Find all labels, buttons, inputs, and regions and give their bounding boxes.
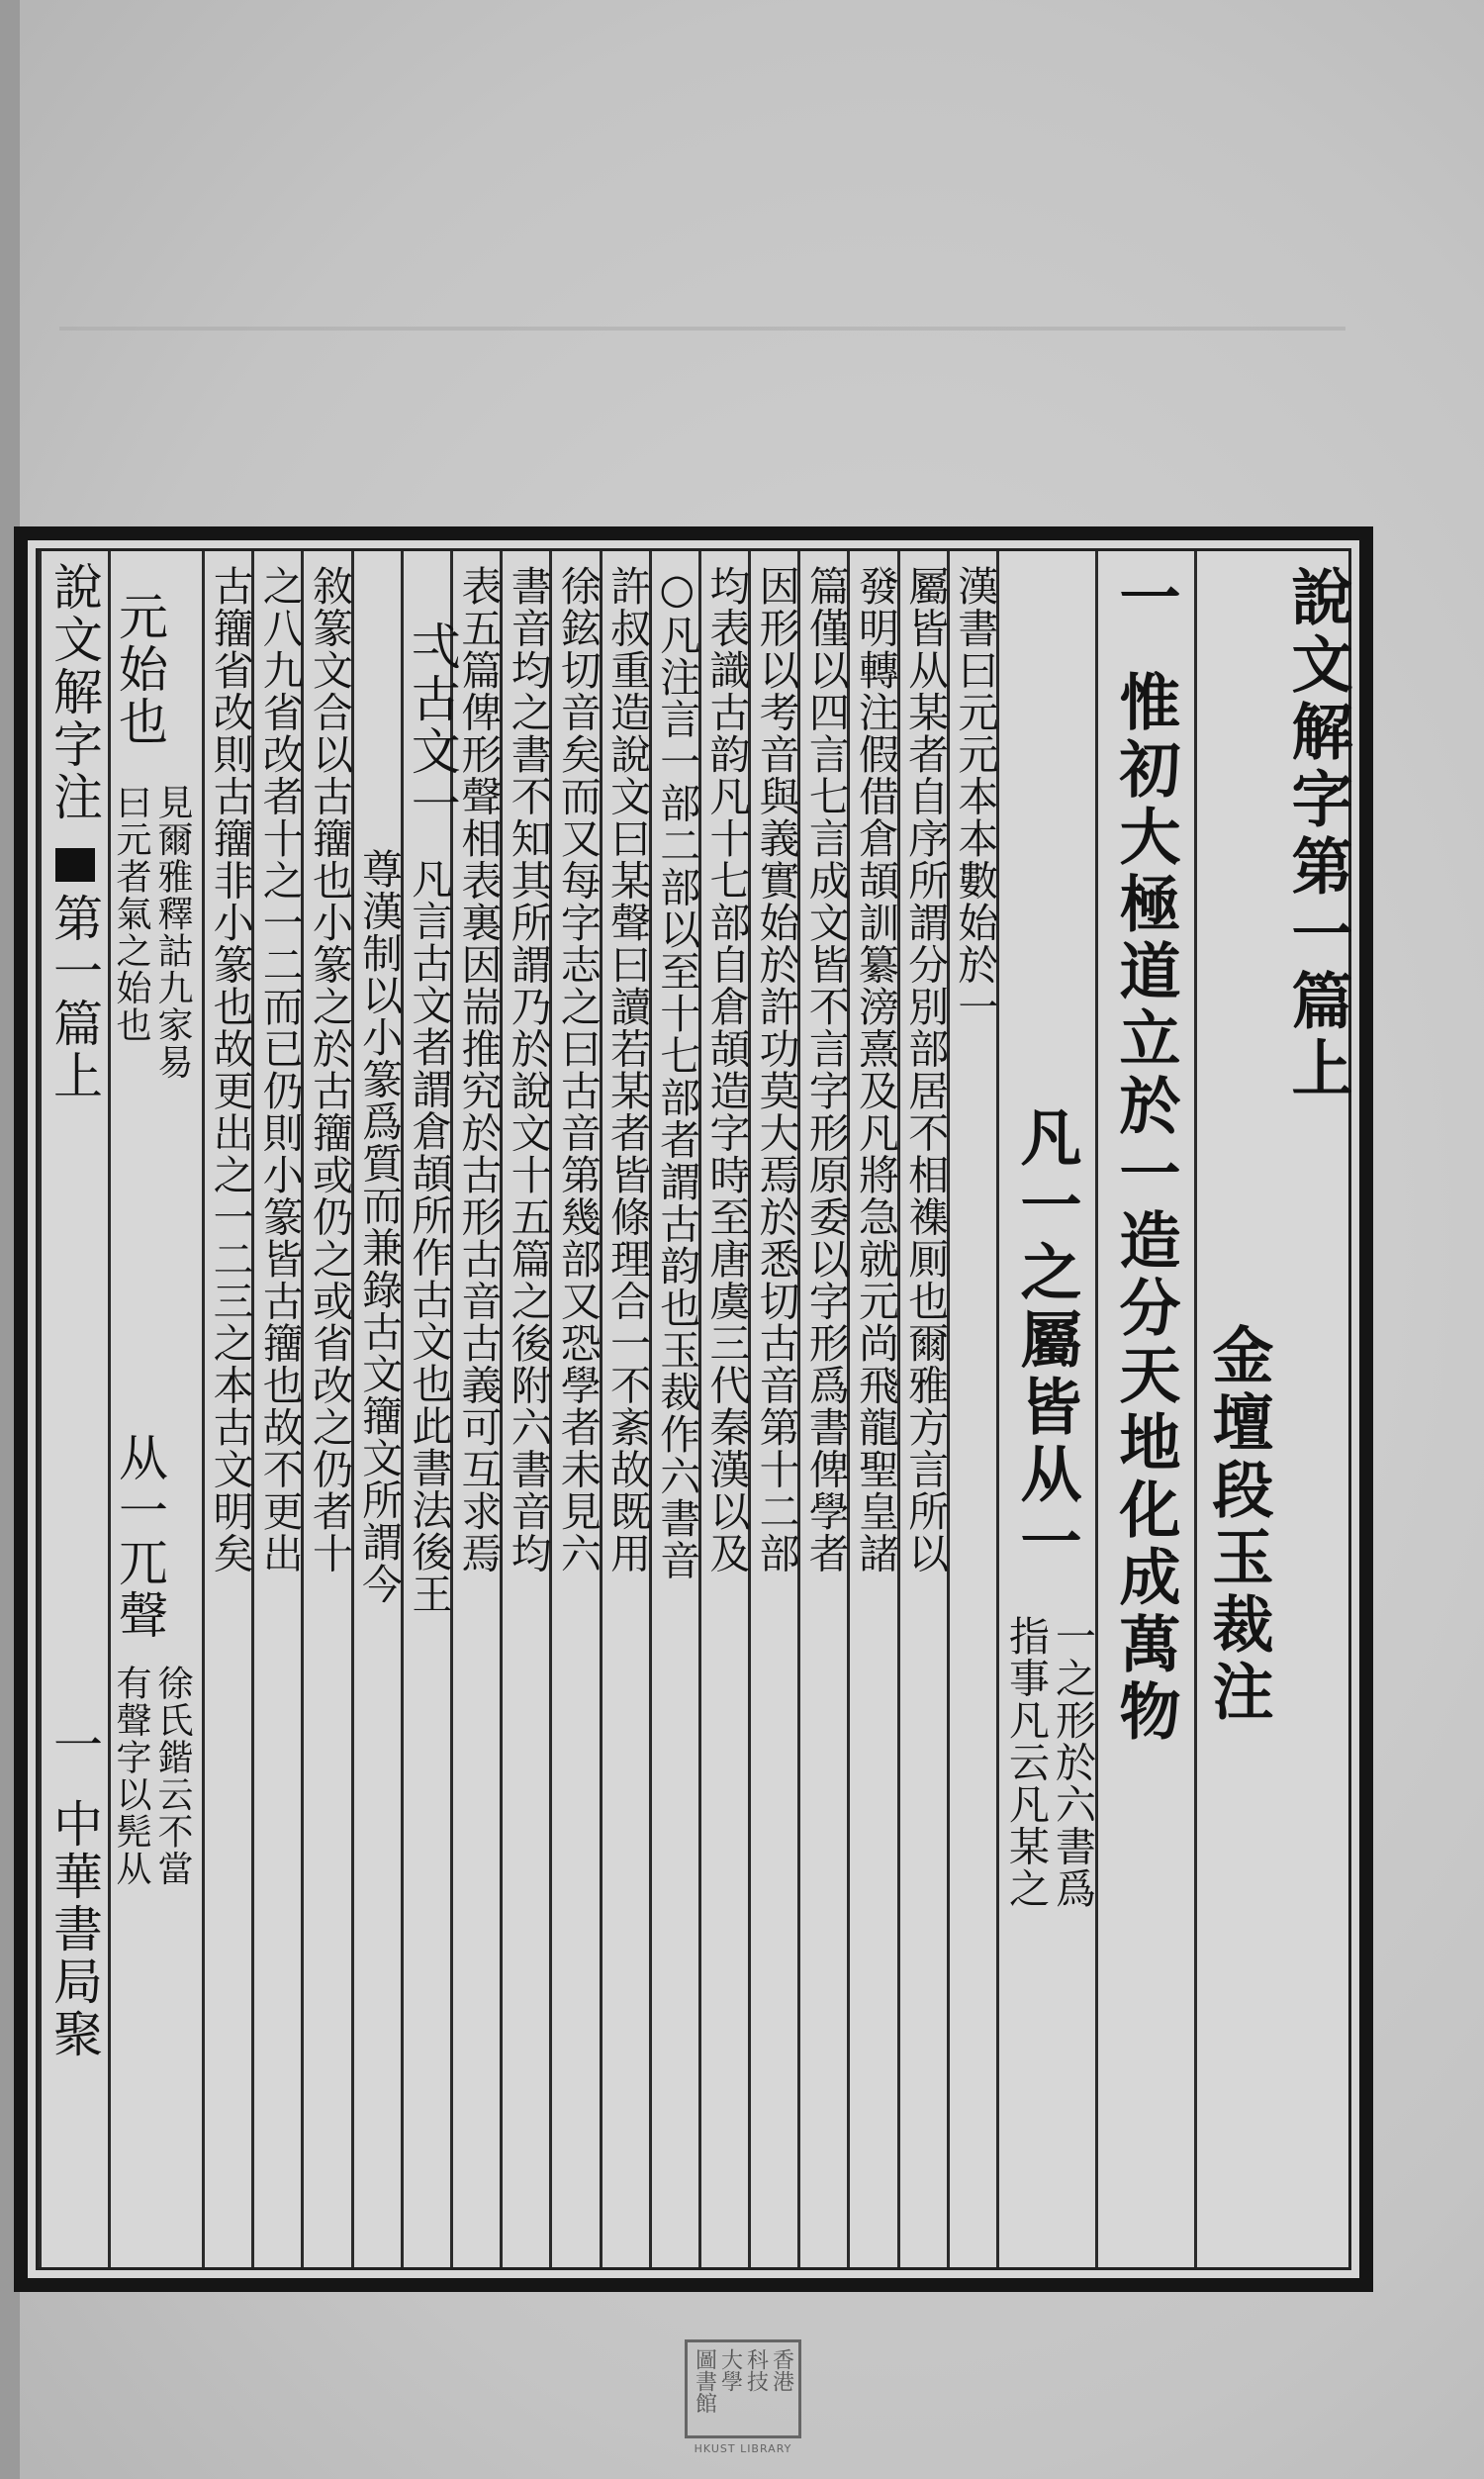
column-yuan	[108, 551, 202, 2267]
note-2a: 一之形於六書爲	[1049, 1615, 1096, 1910]
column-margin	[39, 551, 108, 2267]
margin-chapter: 第一篇上	[46, 893, 103, 1102]
note-yuan-b: 曰元者氣之始也	[111, 784, 151, 1044]
note-text-17: 之八九省改者十之一二而已仍則小篆皆古籒也故不更出	[255, 565, 304, 1574]
note-text-15: 尊漢制以小篆爲質而兼錄古文籒文所謂今	[355, 848, 404, 1605]
column-16	[301, 551, 353, 2267]
headword-yi: 一	[1109, 565, 1181, 632]
note-2b: 指事凡云凡某之	[1002, 1615, 1050, 1910]
text-frame-inner	[36, 548, 1351, 2270]
column-7	[748, 551, 800, 2267]
text-frame	[14, 526, 1373, 2292]
margin-book-title: 說文解字注	[46, 561, 103, 823]
note-text-18: 古籒省改則古籒非小篆也故更出之一二三之本古文明矣	[206, 565, 254, 1574]
column-8	[698, 551, 751, 2267]
note-text-10: 許叔重造說文曰某聲曰讀若某者皆條理合一不紊故既用	[603, 565, 652, 1574]
column-18	[202, 551, 254, 2267]
column-4	[897, 551, 950, 2267]
stamp-chars-3: 大學	[717, 2348, 743, 2392]
column-12	[500, 551, 552, 2267]
bleed-through-frame	[59, 327, 1345, 528]
stamp-chars-4: 圖書館	[692, 2348, 717, 2414]
column-2	[996, 551, 1095, 2267]
page-title: 說文解字第一篇上	[1281, 565, 1353, 1103]
headword-yuan: 元始也	[111, 591, 168, 748]
note-yuan-2a: 徐氏鍇云不當	[152, 1665, 193, 1887]
note-text-8: 均表識古韵凡十七部自倉頡造字時至唐虞三代秦漢以及	[702, 565, 751, 1574]
stamp-chars-1: 香港	[769, 2348, 794, 2392]
folio-number: 一	[46, 1719, 103, 1771]
note-yuan-a: 見爾雅釋詁九家易	[152, 784, 193, 1081]
column-9	[649, 551, 701, 2267]
headword-guwen: 弌古文一	[403, 620, 461, 830]
note-text-9: ○凡注言一部二部以至十七部者謂古韵也玉裁作六書音	[653, 565, 701, 1581]
note-text-6: 篇僅以四言七言成文皆不言字形原委以字形爲書俾學者	[801, 565, 850, 1574]
column-1	[1095, 551, 1194, 2267]
note-text-16: 敘篆文合以古籒也小篆之於古籒或仍之或省改之仍者十	[305, 565, 353, 1574]
column-5	[847, 551, 900, 2267]
column-10	[600, 551, 652, 2267]
column-14	[401, 551, 461, 2267]
note-yuan-2b: 有聲字以髡从	[111, 1665, 151, 1887]
note-text-12: 書音均之書不知其所謂乃於說文十五篇之後附六書音均	[504, 565, 552, 1574]
author-line: 金壇段玉裁注	[1202, 1323, 1274, 1727]
stamp-chars-2: 科技	[743, 2348, 769, 2392]
note-text-3: 漢書曰元元本本數始於一	[951, 565, 999, 1028]
column-title	[1280, 551, 1354, 2267]
note-text-13: 表五篇俾形聲相表裏因耑推究於古形古音古義可互求焉	[454, 565, 503, 1574]
main-text-2: 凡一之屬皆从一	[1010, 1105, 1082, 1576]
fishtail-mark	[55, 848, 95, 882]
note-pair-yuan-1	[111, 784, 193, 1081]
note-pair-2	[1002, 1615, 1096, 1910]
main-text-1: 惟初大極道立於一造分天地化成萬物	[1109, 670, 1181, 1747]
note-text-7: 因形以考音與義實始於許功莫大焉於悉切古音第十二部	[752, 565, 800, 1574]
column-11	[549, 551, 602, 2267]
column-author	[1194, 551, 1280, 2267]
main-text-yuan: 从一兀聲	[111, 1432, 168, 1642]
column-17	[251, 551, 304, 2267]
column-15	[351, 551, 404, 2267]
note-text-4: 屬皆从某者自序所謂分別部居不相襍厠也爾雅方言所以	[901, 565, 950, 1574]
column-6	[797, 551, 850, 2267]
note-pair-yuan-2	[111, 1665, 193, 1887]
note-text-11: 徐鉉切音矣而又每字志之曰古音第幾部又恐學者未見六	[553, 565, 602, 1574]
note-text-14: 凡言古文者謂倉頡所作古文也此書法後王	[405, 858, 453, 1615]
library-stamp	[685, 2339, 801, 2438]
column-3	[947, 551, 999, 2267]
note-text-5: 發明轉注假借倉頡訓纂滂熹及凡將急就元尚飛龍聖皇諸	[852, 565, 900, 1574]
stamp-latin: HKUST LIBRARY	[694, 2442, 792, 2455]
publisher-imprint: 中華書局聚	[46, 1798, 103, 2060]
